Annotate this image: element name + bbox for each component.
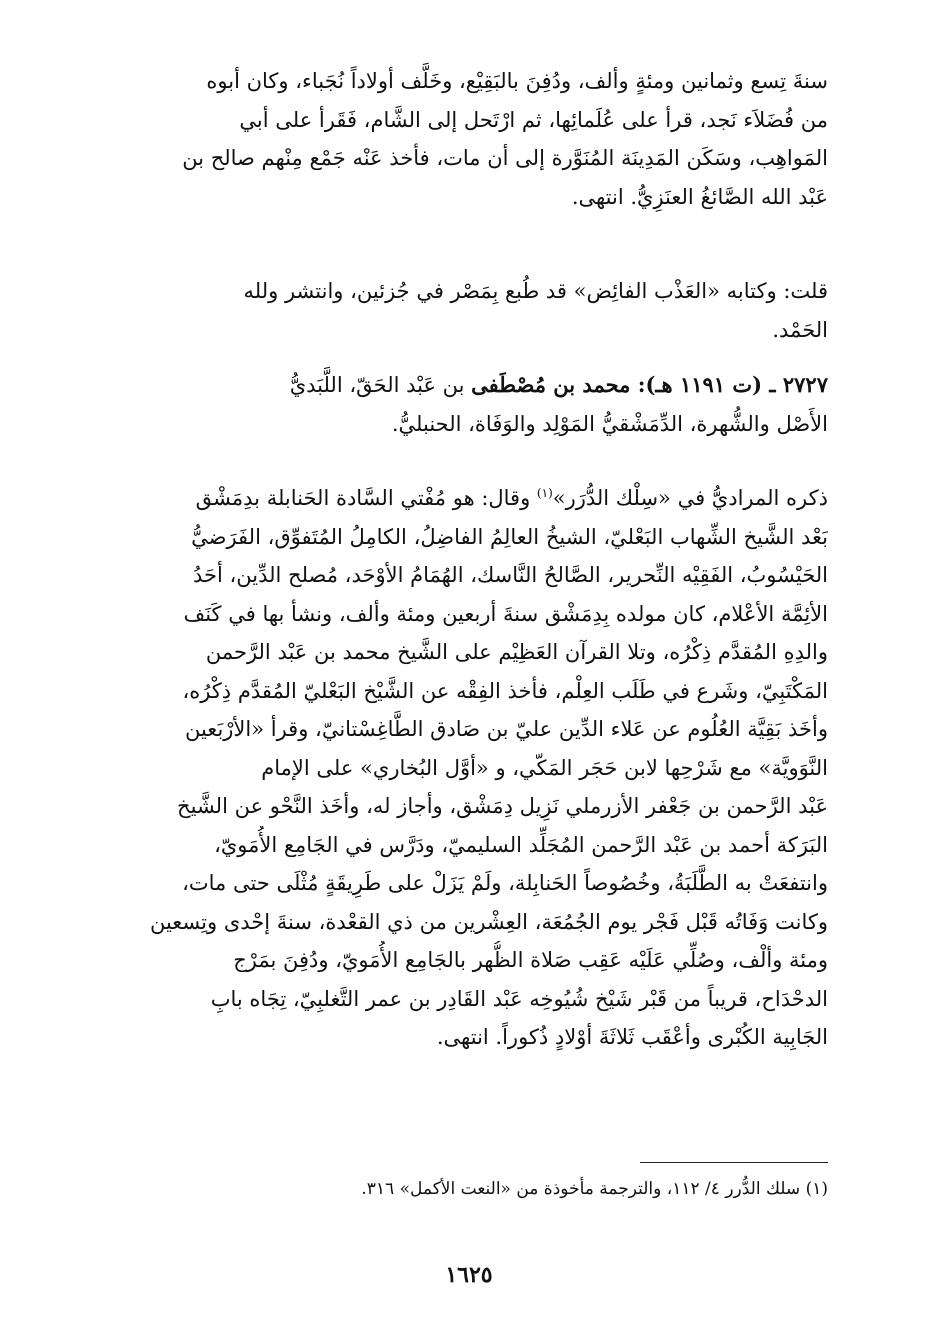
footnote-reference[interactable]: (١) (536, 486, 553, 500)
text-line (104, 479, 828, 518)
entry-heading-rest: بن عَبْد الحَقّ، اللَّبَديُّ (289, 373, 472, 397)
text-line: الجَابِية الكُبْرى وأعْقَب ثَلاثَةَ أوْلادٍ ذُكوراً. انتهى. (436, 1025, 828, 1049)
text-run: ذكره المراديُّ في «سِلْك الدُّرَر» (552, 486, 828, 510)
entry-heading-paragraph (104, 366, 828, 443)
footnote: (١) سلك الدُّرر ٤/ ١١٢، والترجمة مأخوذة من «النعت الأكمل» ٣١٦. (361, 1179, 828, 1199)
paragraph-1 (104, 62, 828, 216)
entry-heading-line (104, 366, 828, 405)
text-line: بَعْد الشَّيخ الشِّهاب البَعْليّ، الشيخُ العالِمُ الفاضِلُ، الكامِلُ المُتَفوِّق، الفَرَضيُّ (191, 524, 828, 549)
text-line: عَبْد الرَّحمن بن جَعْفر الأزرملي نَزِيل دِمَشْق، وأجاز له، وأخَذ النَّحْو عن الشَّيخ (177, 794, 828, 818)
page-number: ١٦٢٥ (445, 1262, 493, 1288)
paragraph-4 (104, 479, 828, 1057)
text-line: وانتفعَتْ به الطَّلَبَةُ، وخُصُوصاً الحَنابِلة، ولَمْ يَزَلْ على طَرِيقَةٍ مُثْلَى حتى مات، (182, 871, 828, 895)
text-line: سنةَ تِسع وثمانين ومئةٍ وألف، ودُفِنَ بالبَقِيْع، وخَلَّف أولاداً نُجَباء، وكان أبوه (206, 69, 828, 93)
text-line: المَكْتَبِيّ، وشَرع في طَلَب العِلْم، فأخذ الفِقْه عن الشَّيْخ البَعْليّ المُقدَّم ذِكْرُه، (182, 678, 828, 703)
footnote-divider (640, 1162, 828, 1163)
text-line: المَواهِب، وسَكَن المَدِينَة المُنَوَّرة إلى أن مات، فأخذ عَنْه جَمْع مِنْهم صالح بن (182, 146, 828, 170)
text-run: وقال: هو مُفْتي السَّادة الحَنابلة بدِمَشْق (195, 486, 537, 510)
text-line: ومئة وألْف، وصُلِّي عَلَيْه عَقِب صَلاة الظُّهر بالجَامِع الأُمَويّ، ودُفِنَ بمَرْج (233, 948, 828, 972)
text-line: البَرَكة أحمد بن عَبْد الرَّحمن المُجَلِّد السليميّ، ودَرَّس في الجَامِع الأُمَويّ، (214, 832, 828, 857)
text-line: الأئِمَّة الأعْلام، كان مولده بِدِمَشْق سنةَ أربعين ومئة وألف، ونشأ بها في كَنَف (183, 601, 828, 626)
text-line: من فُضَلاَء نَجد، قرأ على عُلَمائِها، ثم ارْتَحل إلى الشَّام، فَقَرأ على أبي (239, 107, 828, 132)
text-line: وكانت وَفَاتُه قَبْل فَجْر يوم الجُمُعَة، العِشْرين من ذي القعْدة، سنةَ إحْدى وتِسعين (149, 909, 828, 934)
entry-heading: ٢٧٢٧ ـ (ت ١١٩١ هـ): محمد بن مُصْطَفى (471, 372, 828, 397)
text-line: والدِهِ المُقدَّم ذِكْرُه، وتلا القرآن العَظِيْم على الشَّيخ محمد بن عَبْد الرَّحمن (205, 640, 828, 664)
text-line: النَّوَويَّة» مع شَرْحِها لابن حَجَر المَكّي، و «أوَّل البُخاري» على الإمام (261, 755, 828, 780)
text-line: وأخَذ بَقِيَّة العُلُوم عن عَلاء الدِّين عليّ بن صَادق الطَّاغِسْتانيّ، وقرأ «الأرْبَعين (184, 717, 828, 741)
text-line: الحَيْسُوبُ، الفَقِيْه النِّحرير، الصَّالحُ النَّاسك، الهُمَامُ الأوْحَد، مُصلح الدِّين، أحَدُ (192, 563, 828, 587)
paragraph-2 (104, 272, 828, 349)
text-line: الدحْدَاح، قريباً من قَبْر شَيْخ شُيُوخِه عَبْد القَادِر بن عمر التَّغلبِيّ، تِجَاه بابِ (210, 986, 828, 1011)
text-line: الأَصْل والشُّهرة، الدِّمَشْقيُّ المَوْلِد والوَفَاة، الحنبليُّ. (391, 411, 828, 436)
text-line: الحَمْد. (772, 317, 828, 342)
text-line: عَبْد الله الصَّائغُ العنَزِيُّ. انتهى. (571, 184, 828, 209)
text-line: قلت: وكتابه «العَذْب الفائِض» قد طُبع بِمَصْر في جُزئين، وانتشر ولله (243, 279, 828, 303)
